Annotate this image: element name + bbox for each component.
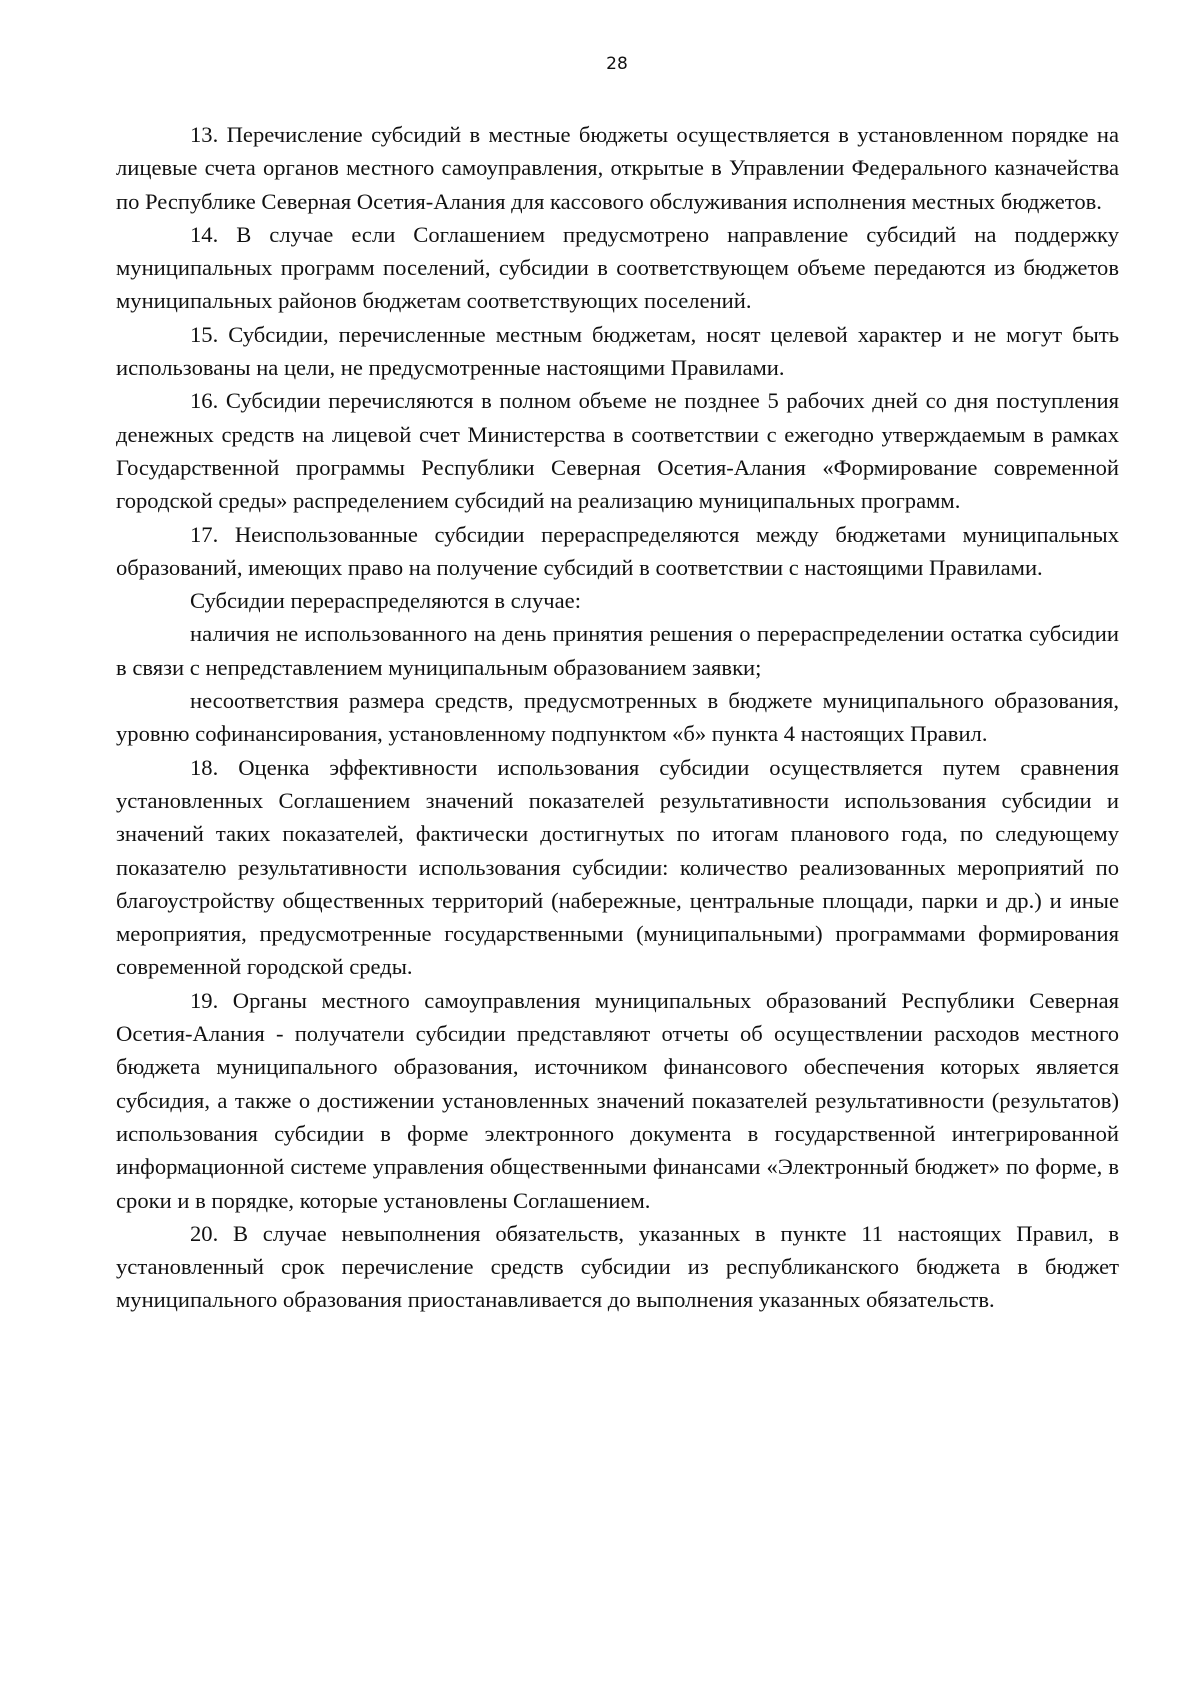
paragraph-16: 16. Субсидии перечисляются в полном объеме не позднее 5 рабочих дней со дня поступления денежных средств на лицевой счет Министерства в соответствии с ежегодно утверждаемым в рамках Государственной программы Республики Северная Осетия-Алания «Формирование современной городской среды» распределением субсидий на реализацию муниципальных программ. bbox=[116, 388, 1119, 514]
page-number: 28 bbox=[606, 54, 628, 74]
paragraph-15: 15. Субсидии, перечисленные местным бюджетам, носят целевой характер и не могут быть использованы на цели, не предусмотренные настоящими Правилами. bbox=[116, 321, 1119, 381]
paragraph-14: 14. В случае если Соглашением предусмотрено направление субсидий на поддержку муниципальных программ поселений, субсидии в соответствующем объеме передаются из бюджетов муниципальных районов бюджетам соответствующих поселений. bbox=[116, 221, 1119, 314]
paragraph-case-mismatch: несоответствия размера средств, предусмотренных в бюджете муниципального образования, уровню софинансирования, установленному подпунктом «б» пункта 4 настоящих Правил. bbox=[116, 688, 1119, 747]
paragraph-13: 13. Перечисление субсидий в местные бюджеты осуществляется в установленном порядке на лицевые счета органов местного самоуправления, открытые в Управлении Федерального казначейства по Республике Северная Осетия-Алания для кассового обслуживания исполнения местных бюджетов. bbox=[116, 122, 1119, 214]
paragraph-18: 18. Оценка эффективности использования субсидии осуществляется путем сравнения установленных Соглашением значений показателей результативности использования субсидии и значений таких показателей, фактически достигнутых по итогам планового года, по следующему показателю результативности использования субсидии: количество реализованных мероприятий по благоустройству общественных территорий (набережные, центральные площади, парки и др.) и иные мероприятия, предусмотренные государственными (муниципальными) программами формирования современной городской среды. bbox=[116, 754, 1119, 980]
paragraph-19: 19. Органы местного самоуправления муниципальных образований Республики Северная Осетия-Алания - получатели субсидии представляют отчеты об осуществлении расходов местного бюджета муниципального образования, источником финансового обеспечения которых является субсидия, а также о достижении установленных значений показателей результативности (результатов) использования субсидии в форме электронного документа в государственной интегрированной информационной системе управления общественными финансами «Электронный бюджет» по форме, в сроки и в порядке, которые установлены Соглашением. bbox=[116, 987, 1119, 1213]
paragraph-20: 20. В случае невыполнения обязательств, указанных в пункте 11 настоящих Правил, в установленный срок перечисление средств субсидии из республиканского бюджета в бюджет муниципального образования приостанавливается до выполнения указанных обязательств. bbox=[116, 1220, 1119, 1313]
document-body bbox=[116, 118, 1119, 1317]
paragraph-17: 17. Неиспользованные субсидии перераспределяются между бюджетами муниципальных образований, имеющих право на получение субсидий в соответствии с настоящими Правилами. bbox=[116, 521, 1119, 580]
paragraph-case-unused-balance: наличия не использованного на день принятия решения о перераспределении остатка субсидии в связи с непредставлением муниципальным образованием заявки; bbox=[116, 621, 1119, 680]
paragraph-redistribution-cases: Субсидии перераспределяются в случае: bbox=[190, 588, 581, 614]
